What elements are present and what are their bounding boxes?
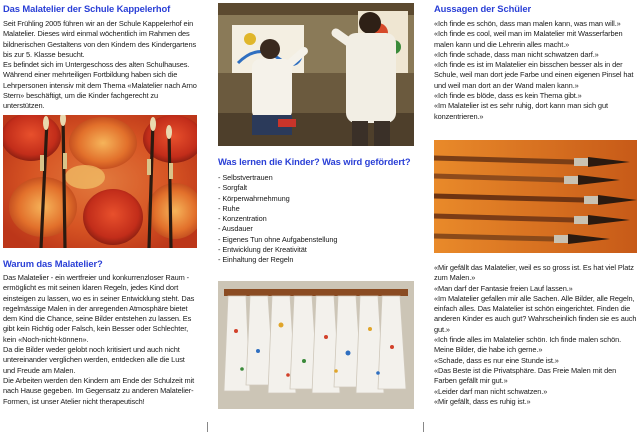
fold-mark-right (423, 422, 424, 432)
why-text (3, 273, 197, 407)
why-section (3, 258, 197, 407)
quote: «Mir gefällt, dass es ruhig ist.» (434, 396, 531, 406)
paint-tray-photo (3, 115, 197, 248)
quote: «Ich finde es schön, dass man malen kann, was man will.» (434, 19, 621, 28)
quote: «Im Malatelier ist es sehr ruhig, dort kann man sich gut konzentrieren.» (434, 101, 608, 121)
quote: «Das Beste ist die Privatsphäre. Das Freie Malen mit den Farben gefällt mir gut.» (434, 365, 617, 386)
list-item: - Sorgfalt (218, 183, 247, 193)
fold-mark-left (207, 422, 208, 432)
heading-learning: Was lernen die Kinder? Was wird gefördert? (218, 156, 411, 167)
list-item: - Einhaltung der Regeln (218, 255, 294, 265)
statements-top (434, 19, 637, 122)
quote: «Ich finde es ist im Malatelier ein bisschen besser als in der Schule, weil man dort jede Farbe und einen eigenen Pinsel hat und weil man dort an der Wand malen kann.» (434, 60, 634, 90)
smocks-on-hooks-photo (218, 281, 414, 409)
list-item: - Ruhe (218, 203, 240, 213)
quote: «Man darf der Fantasie freien Lauf lassen.» (434, 283, 573, 293)
quote: «Ich finde schade, dass man nicht schwatzen darf.» (434, 49, 599, 59)
quote: «Ich finde es blöde, dass es kein Thema gibt.» (434, 91, 582, 101)
statements-bottom (434, 263, 637, 407)
column-left (3, 0, 197, 112)
list-item: - Entwicklung der Kreativität (218, 245, 307, 255)
learning-section (218, 156, 414, 266)
quote: «Schade, dass es nur eine Stunde ist.» (434, 355, 559, 365)
list-item: - Konzentration (218, 214, 267, 224)
intro-paragraph: Seit Frühling 2005 führen wir an der Schule Kappelerhof ein Malatelier. Dieses wird einmal wöchentlich im Rahmen des bildnerischen Gestaltens von den Kindern des Kindergartens bis zur 5. Klasse besucht. (3, 19, 197, 59)
column-right (434, 0, 637, 122)
quote: «Mir gefällt das Malatelier, weil es so gross ist. Es hat viel Platz zum Malen.» (434, 263, 634, 283)
intro-text (3, 19, 197, 112)
quote: «Im Malatelier gefallen mir alle Sachen. Alle Bilder, alle Regeln, einfach alles. Das Malatelier ist schön eingerichtet. Finden die anderen Kinder es auch gut? Wahrscheinlich finden sie es auch gut.» (434, 293, 637, 334)
quote: «Leider darf man nicht schwatzen.» (434, 386, 548, 396)
heading-statements: Aussagen der Schüler (434, 3, 531, 14)
quote: «Ich finde es cool, weil man im Malatelier mit Wasserfarben malen kann und die Lehrerin alles macht.» (434, 29, 623, 49)
quote: «Ich finde alles im Malatelier schön. Ich finde malen schön. Meine Bilder, die habe ich gerne.» (434, 335, 622, 355)
why-paragraph: Die Arbeiten werden den Kindern am Ende der Schulzeit mit nach Hause gegeben. Im Gegensatz zu anderen Malatelier-Formen, ist unser Atelier nicht therapeutisch! (3, 375, 195, 406)
list-item: - Selbstvertrauen (218, 173, 273, 182)
why-paragraph: Da die Bilder weder gelobt noch kritisiert und auch nicht untereinander verglichen werden, entdecken alle die Lust und Freude am Malen. (3, 345, 185, 375)
intro-paragraph: Es befindet sich im Untergeschoss des alten Schulhauses. (3, 60, 190, 70)
heading-why: Warum das Malatelier? (3, 258, 103, 269)
list-item: - Körperwahrnehmung (218, 193, 290, 203)
brushes-photo (434, 140, 637, 253)
learning-list (218, 173, 414, 266)
intro-paragraph: Während einer mehrteiligen Fortbildung haben sich die Lehrpersonen intensiv mit dem Thema «Malatelier nach Arno Stern» beschäftigt, um die Kinder fachgerecht zu unterstützen. (3, 70, 197, 111)
list-item: - Ausdauer (218, 224, 253, 234)
why-paragraph: Das Malatelier - ein wertfreier und konkurrenzloser Raum - ermöglicht es mit seinen klaren Regeln, jedes Kind dort einsteigen zu lassen, wo es in seiner Entwicklung steht. Das regelmässige Malen in der anregenden Atmosphäre bietet dem Kind die Chance, seine Bilder entstehen zu lassen. Es gibt kein Richtig oder Falsch, kein Besser oder Schlechter, kein «Noch-nicht-können». (3, 273, 195, 344)
list-item: - Eigenes Tun ohne Aufgabenstellung (218, 234, 338, 244)
heading-malatelier: Das Malatelier der Schule Kappelerhof (3, 3, 171, 14)
children-painting-photo (218, 3, 414, 146)
